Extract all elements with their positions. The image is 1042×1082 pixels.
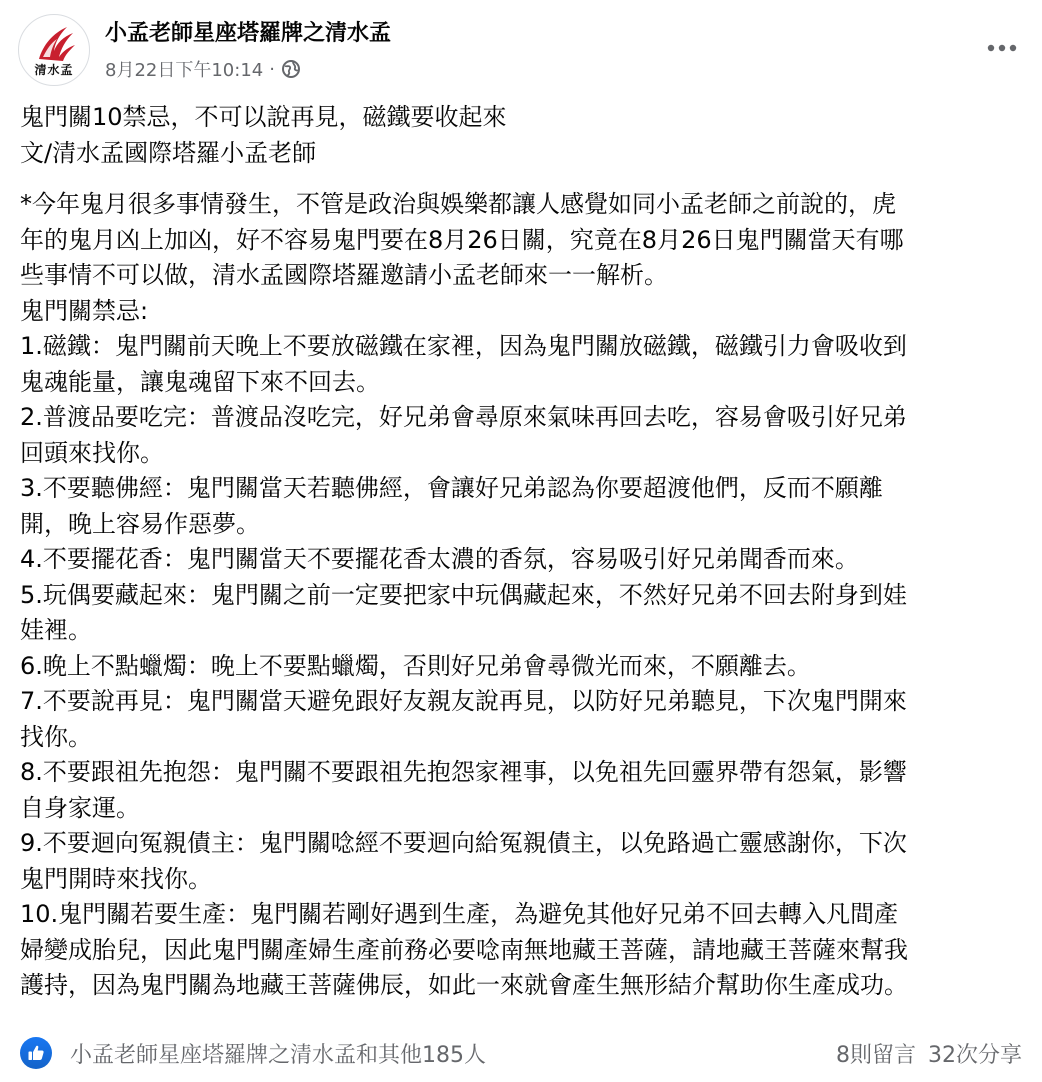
post-body: [20, 100, 1022, 1004]
post-text-line: 5.玩偶要藏起來：鬼門關之前一定要把家中玩偶藏起來，不然好兄弟不回去附身到娃: [20, 580, 907, 609]
post-text-line: 自身家運。: [20, 793, 140, 822]
comments-count-link[interactable]: 8則留言: [836, 1043, 916, 1068]
post-text-line: 找你。: [20, 722, 92, 751]
more-options-button[interactable]: [982, 28, 1022, 68]
post-author-line: 文/清水孟國際塔羅小孟老師: [20, 138, 317, 167]
post-footer: [0, 1030, 1042, 1076]
post-title-line: 鬼門關10禁忌，不可以說再見，磁鐵要收起來: [20, 103, 507, 131]
post-text-line: 8.不要跟祖先抱怨：鬼門關不要跟祖先抱怨家裡事，以免祖先回靈界帶有怨氣，影響: [20, 758, 907, 786]
paragraph-gap: [20, 171, 1022, 187]
post-text-line: 娃裡。: [20, 616, 92, 644]
engagement-counts: [836, 1038, 1022, 1069]
post-timestamp[interactable]: 8月22日下午10:14: [105, 60, 264, 81]
post-text-line: 2.普渡品要吃完：普渡品沒吃完，好兄弟會尋原來氣味再回去吃，容易會吸引好兄弟: [20, 403, 907, 431]
post-text-line: 鬼門開時來找你。: [20, 864, 212, 893]
post-text-line: 7.不要說再見：鬼門關當天避免跟好友親友說再見，以防好兄弟聽見，下次鬼門開來: [20, 687, 907, 715]
post-text-line: 6.晚上不點蠟燭：晚上不要點蠟燭，否則好兄弟會尋微光而來，不願離去。: [20, 651, 811, 680]
meta-separator: ·: [269, 58, 275, 80]
post-text-line: *今年鬼月很多事情發生，不管是政治與娛樂都讓人感覺如同小孟老師之前說的，虎: [20, 190, 896, 218]
thumbs-up-icon: [20, 1037, 52, 1069]
more-dots-icon: [986, 43, 1018, 53]
page-name-link[interactable]: 小孟老師星座塔羅牌之清水孟: [105, 21, 392, 46]
reactions-summary[interactable]: 小孟老師星座塔羅牌之清水孟和其他185人: [70, 1043, 486, 1068]
post-text-line: 年的鬼月凶上加凶，好不容易鬼門要在8月26日關，究竟在8月26日鬼門關當天有哪: [20, 225, 904, 254]
globe-icon[interactable]: [281, 59, 301, 79]
post-text-line: 9.不要迴向冤親債主：鬼門關唸經不要迴向給冤親債主，以免路過亡靈感謝你，下次: [20, 829, 907, 857]
post-text-line: 婦變成胎兒，因此鬼門關產婦生產前務必要唸南無地藏王菩薩，請地藏王菩薩來幫我: [20, 935, 908, 964]
post-text-line: 鬼門關禁忌:: [20, 296, 149, 325]
post-text-line: 10.鬼門關若要生產：鬼門關若剛好遇到生產，為避免其他好兄弟不回去轉入凡間產: [20, 900, 899, 928]
post-text-line: 開，晚上容易作惡夢。: [20, 509, 260, 538]
page-avatar[interactable]: [18, 14, 90, 86]
post-text-line: 護持，因為鬼門關為地藏王菩薩佛辰，如此一來就會產生無形結介幫助你生產成功。: [20, 971, 908, 999]
post-text-line: 3.不要聽佛經：鬼門關當天若聽佛經，會讓好兄弟認為你要超渡他們，反而不願離: [20, 474, 883, 502]
post-text-line: 回頭來找你。: [20, 438, 164, 467]
post-text-line: 4.不要擺花香：鬼門關當天不要擺花香太濃的香氛，容易吸引好兄弟聞香而來。: [20, 545, 859, 573]
post-meta: [105, 56, 301, 82]
avatar-logo-text: 清水孟: [34, 63, 74, 77]
post-header: [0, 0, 1042, 100]
shares-count-link[interactable]: 32次分享: [928, 1043, 1022, 1068]
post-text-line: 些事情不可以做，清水孟國際塔羅邀請小孟老師來一一解析。: [20, 261, 668, 289]
post-text-line: 鬼魂能量，讓鬼魂留下來不回去。: [20, 367, 380, 396]
post-text-line: 1.磁鐵：鬼門關前天晚上不要放磁鐵在家裡，因為鬼門關放磁鐵，磁鐵引力會吸收到: [20, 332, 907, 360]
